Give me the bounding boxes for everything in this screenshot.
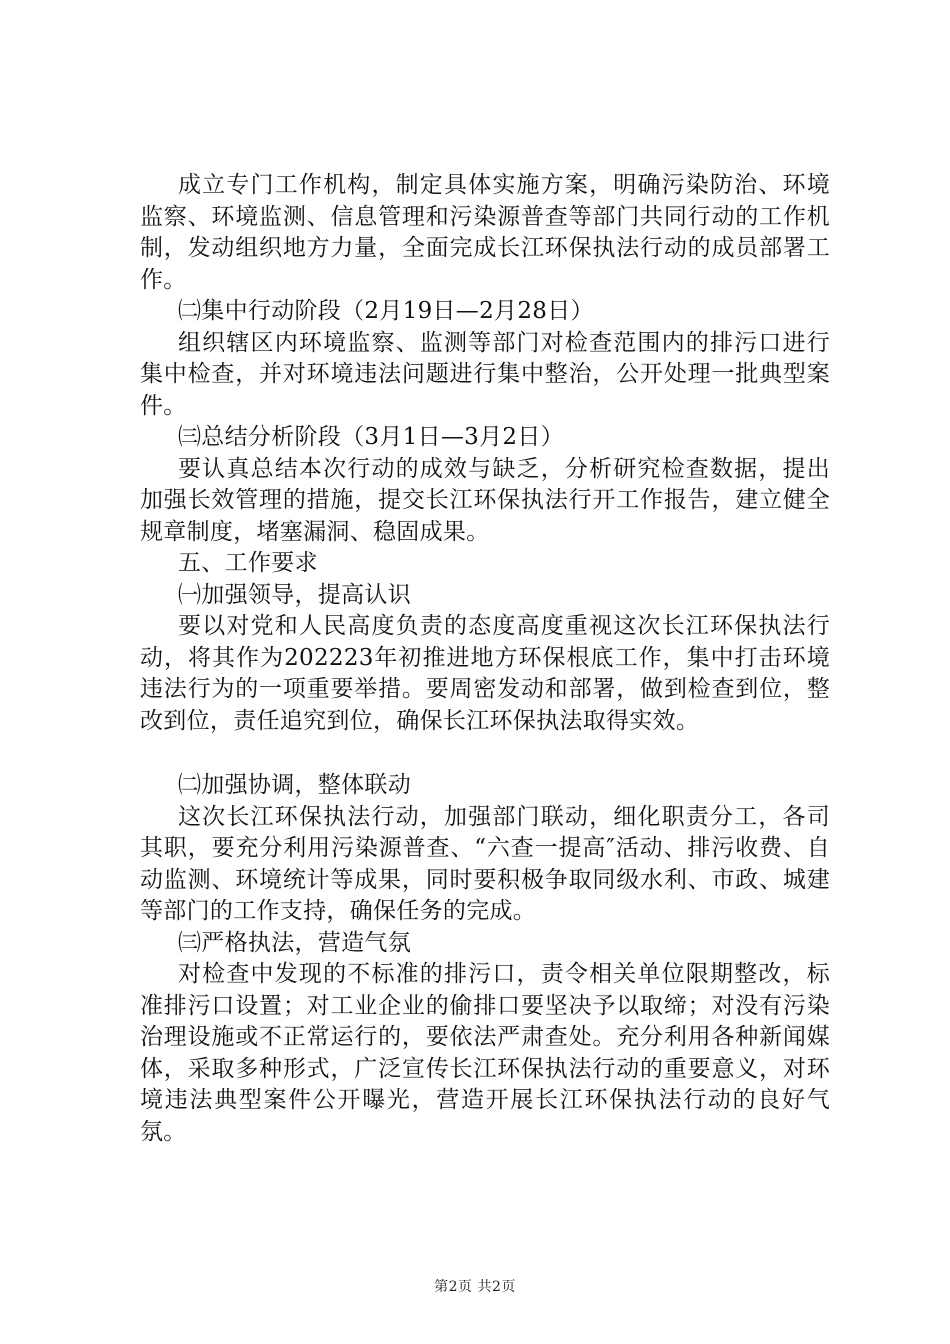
paragraph-summary: 要认真总结本次行动的成效与缺乏，分析研究检查数据，提出加强长效管理的措施，提交长江环保执法行开工作报告，建立健全规章制度，堵塞漏洞、稳固成果。 <box>140 455 830 545</box>
paragraph-focused-action: 组织辖区内环境监察、监测等部门对检查范围内的排污口进行集中检查，并对环境违法问题进行集中整治，公开处理一批典型案件。 <box>140 329 830 419</box>
paragraph-coordination: 这次长江环保执法行动，加强部门联动，细化职责分工，各司其职，要充分利用污染源普查、“六查一提高″活动、排污收费、自动监测、环境统计等成果，同时要积极争取同级水利、市政、城建等部门的工作支持，确保任务的完成。 <box>140 803 830 924</box>
paragraph-org-setup: 成立专门工作机构，制定具体实施方案，明确污染防治、环境监察、环境监测、信息管理和污染源普查等部门共同行动的工作机制，发动组织地方力量，全面完成长江环保执法行动的成员部署工作。 <box>140 172 830 293</box>
section-heading-work-requirements: 五、工作要求 <box>178 550 318 576</box>
heading-coordination: ㈡加强协调，整体联动 <box>178 772 411 798</box>
heading-leadership: ㈠加强领导，提高认识 <box>178 581 411 608</box>
paragraph-leadership: 要以对党和人民高度负责的态度高度重视这次长江环保执法行动，将其作为202223年初推进地方环保根底工作，集中打击环境违法行为的一项重要举措。要周密发动和部署，做到检查到位，整改到位，责任追究到位，确保长江环保执法取得实效。 <box>140 613 830 734</box>
heading-focused-action-phase: ㈡集中行动阶段（2月19日—2月28日） <box>178 298 594 324</box>
heading-summary-phase: ㈢总结分析阶段（3月1日—3月2日） <box>178 424 564 450</box>
document-body <box>140 170 830 1148</box>
heading-strict-enforcement: ㈢严格执法，营造气氛 <box>178 929 411 956</box>
paragraph-strict-enforcement: 对检查中发现的不标准的排污口，责令相关单位限期整改，标准排污口设置；对工业企业的偷排口要坚决予以取缔；对没有污染治理设施或不正常运行的，要依法严肃查处。充分利用各种新闻媒体，采取多种形式，广泛宣传长江环保执法行动的重要意义，对环境违法典型案件公开曝光，营造开展长江环保执法行动的良好气氛。 <box>140 961 830 1145</box>
paragraph-gap <box>140 737 830 770</box>
page-footer: 第2页 共2页 <box>434 1279 516 1295</box>
